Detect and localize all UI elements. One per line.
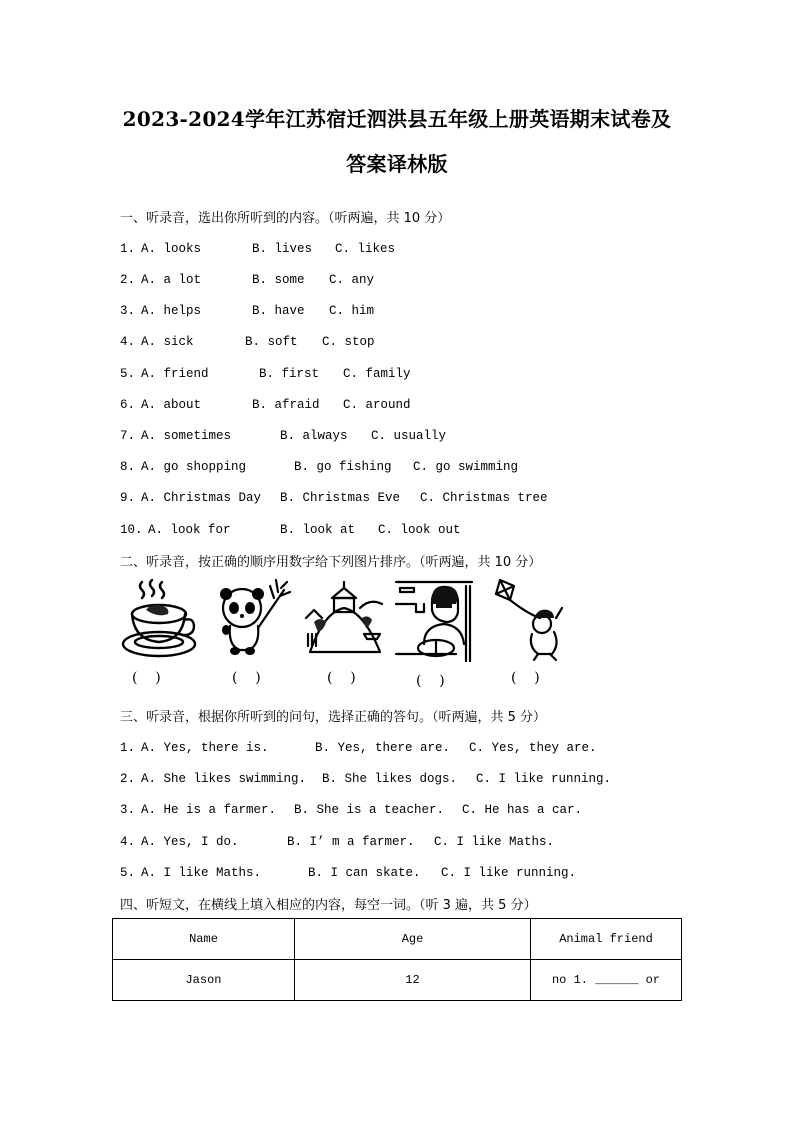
question-row [120,429,447,447]
question-number: 9. [120,491,136,505]
option-a: A. sometimes [141,429,232,443]
option-a: A. go shopping [141,460,247,474]
table-row [113,960,682,1001]
option-c: C. look out [378,523,461,537]
question-number: 1. [120,741,136,755]
option-c: C. He has a car. [462,803,583,817]
option-b: B. first [259,367,320,381]
cell-animal-friend-blank[interactable]: no 1. ______ or [531,960,682,1001]
option-b: B. go fishing [294,460,392,474]
question-row [120,866,577,884]
question-row [120,835,555,853]
question-number: 3. [120,304,136,318]
option-c: C. I like running. [476,772,612,786]
answer-blank-1[interactable]: ( ) [132,670,161,686]
option-a: A. friend [141,367,209,381]
question-row [120,242,396,260]
header-name: Name [113,919,295,960]
question-row [120,367,411,385]
option-a: A. looks [141,242,202,256]
option-c: C. go swimming [413,460,519,474]
question-number: 2. [120,273,136,287]
question-row [120,803,583,821]
header-animal-friend: Animal friend [531,919,682,960]
option-b: B. soft [245,335,298,349]
option-c: C. I like running. [441,866,577,880]
document-title: 2023-2024学年江苏宿迁泗洪县五年级上册英语期末试卷及 [122,107,672,131]
pavilion-hill-icon [304,578,386,660]
question-number: 8. [120,460,136,474]
cell-age: 12 [295,960,531,1001]
option-b: B. lives [252,242,313,256]
option-a: A. about [141,398,202,412]
coffee-cup-icon [120,578,198,660]
document-subtitle: 答案译林版 [346,152,448,176]
option-b: B. some [252,273,305,287]
option-b: B. Yes, there are. [315,741,451,755]
question-row [120,491,548,509]
option-a: A. Yes, I do. [141,835,239,849]
option-a: A. Yes, there is. [141,741,269,755]
header-age: Age [295,919,531,960]
option-c: C. any [329,273,375,287]
cell-name: Jason [113,960,295,1001]
kite-boy-icon [488,578,570,662]
table-header-row [113,919,682,960]
option-c: C. family [343,367,411,381]
question-number: 1. [120,242,136,256]
answer-blank-2[interactable]: ( ) [232,670,261,686]
question-row [120,335,375,353]
info-table [112,918,682,1001]
option-c: C. him [329,304,375,318]
question-number: 2. [120,772,136,786]
option-a: A. helps [141,304,202,318]
option-c: C. likes [335,242,396,256]
question-row [120,523,461,541]
question-number: 5. [120,866,136,880]
option-b: B. I’ m a farmer. [287,835,415,849]
option-b: B. She likes dogs. [322,772,458,786]
option-c: C. Christmas tree [420,491,548,505]
option-c: C. stop [322,335,375,349]
picture-row [118,578,578,688]
option-c: C. Yes, they are. [469,741,597,755]
answer-blank-3[interactable]: ( ) [327,670,356,686]
option-b: B. have [252,304,305,318]
question-row [120,741,597,759]
question-number: 7. [120,429,136,443]
question-row [120,460,519,478]
option-b: B. afraid [252,398,320,412]
question-number: 5. [120,367,136,381]
section3-heading: 三、听录音，根据你所听到的问句，选择正确的答句。（听两遍，共 5 分） [120,710,547,725]
driver-icon [394,578,476,662]
option-b: B. I can skate. [308,866,421,880]
question-number: 4. [120,835,136,849]
question-number: 10. [120,523,143,537]
option-b: B. She is a teacher. [294,803,445,817]
answer-blank-4[interactable]: ( ) [416,673,445,689]
option-a: A. Christmas Day [141,491,262,505]
answer-blank-5[interactable]: ( ) [511,670,540,686]
question-number: 6. [120,398,136,412]
question-row [120,304,375,322]
question-number: 4. [120,335,136,349]
option-b: B. always [280,429,348,443]
option-a: A. sick [141,335,194,349]
option-a: A. He is a farmer. [141,803,277,817]
question-row [120,398,411,416]
panda-icon [214,578,294,660]
option-a: A. look for [148,523,231,537]
option-c: C. I like Maths. [434,835,555,849]
question-row [120,772,612,790]
option-a: A. I like Maths. [141,866,262,880]
option-a: A. She likes swimming. [141,772,307,786]
option-b: B. Christmas Eve [280,491,401,505]
section2-heading: 二、听录音，按正确的顺序用数字给下列图片排序。（听两遍，共 10 分） [120,555,542,570]
option-c: C. usually [371,429,447,443]
section1-heading: 一、听录音，选出你所听到的内容。（听两遍，共 10 分） [120,211,451,226]
question-number: 3. [120,803,136,817]
option-a: A. a lot [141,273,202,287]
option-c: C. around [343,398,411,412]
option-b: B. look at [280,523,356,537]
section4-heading: 四、听短文，在横线上填入相应的内容，每空一词。（听 3 遍，共 5 分） [120,898,537,913]
question-row [120,273,375,291]
